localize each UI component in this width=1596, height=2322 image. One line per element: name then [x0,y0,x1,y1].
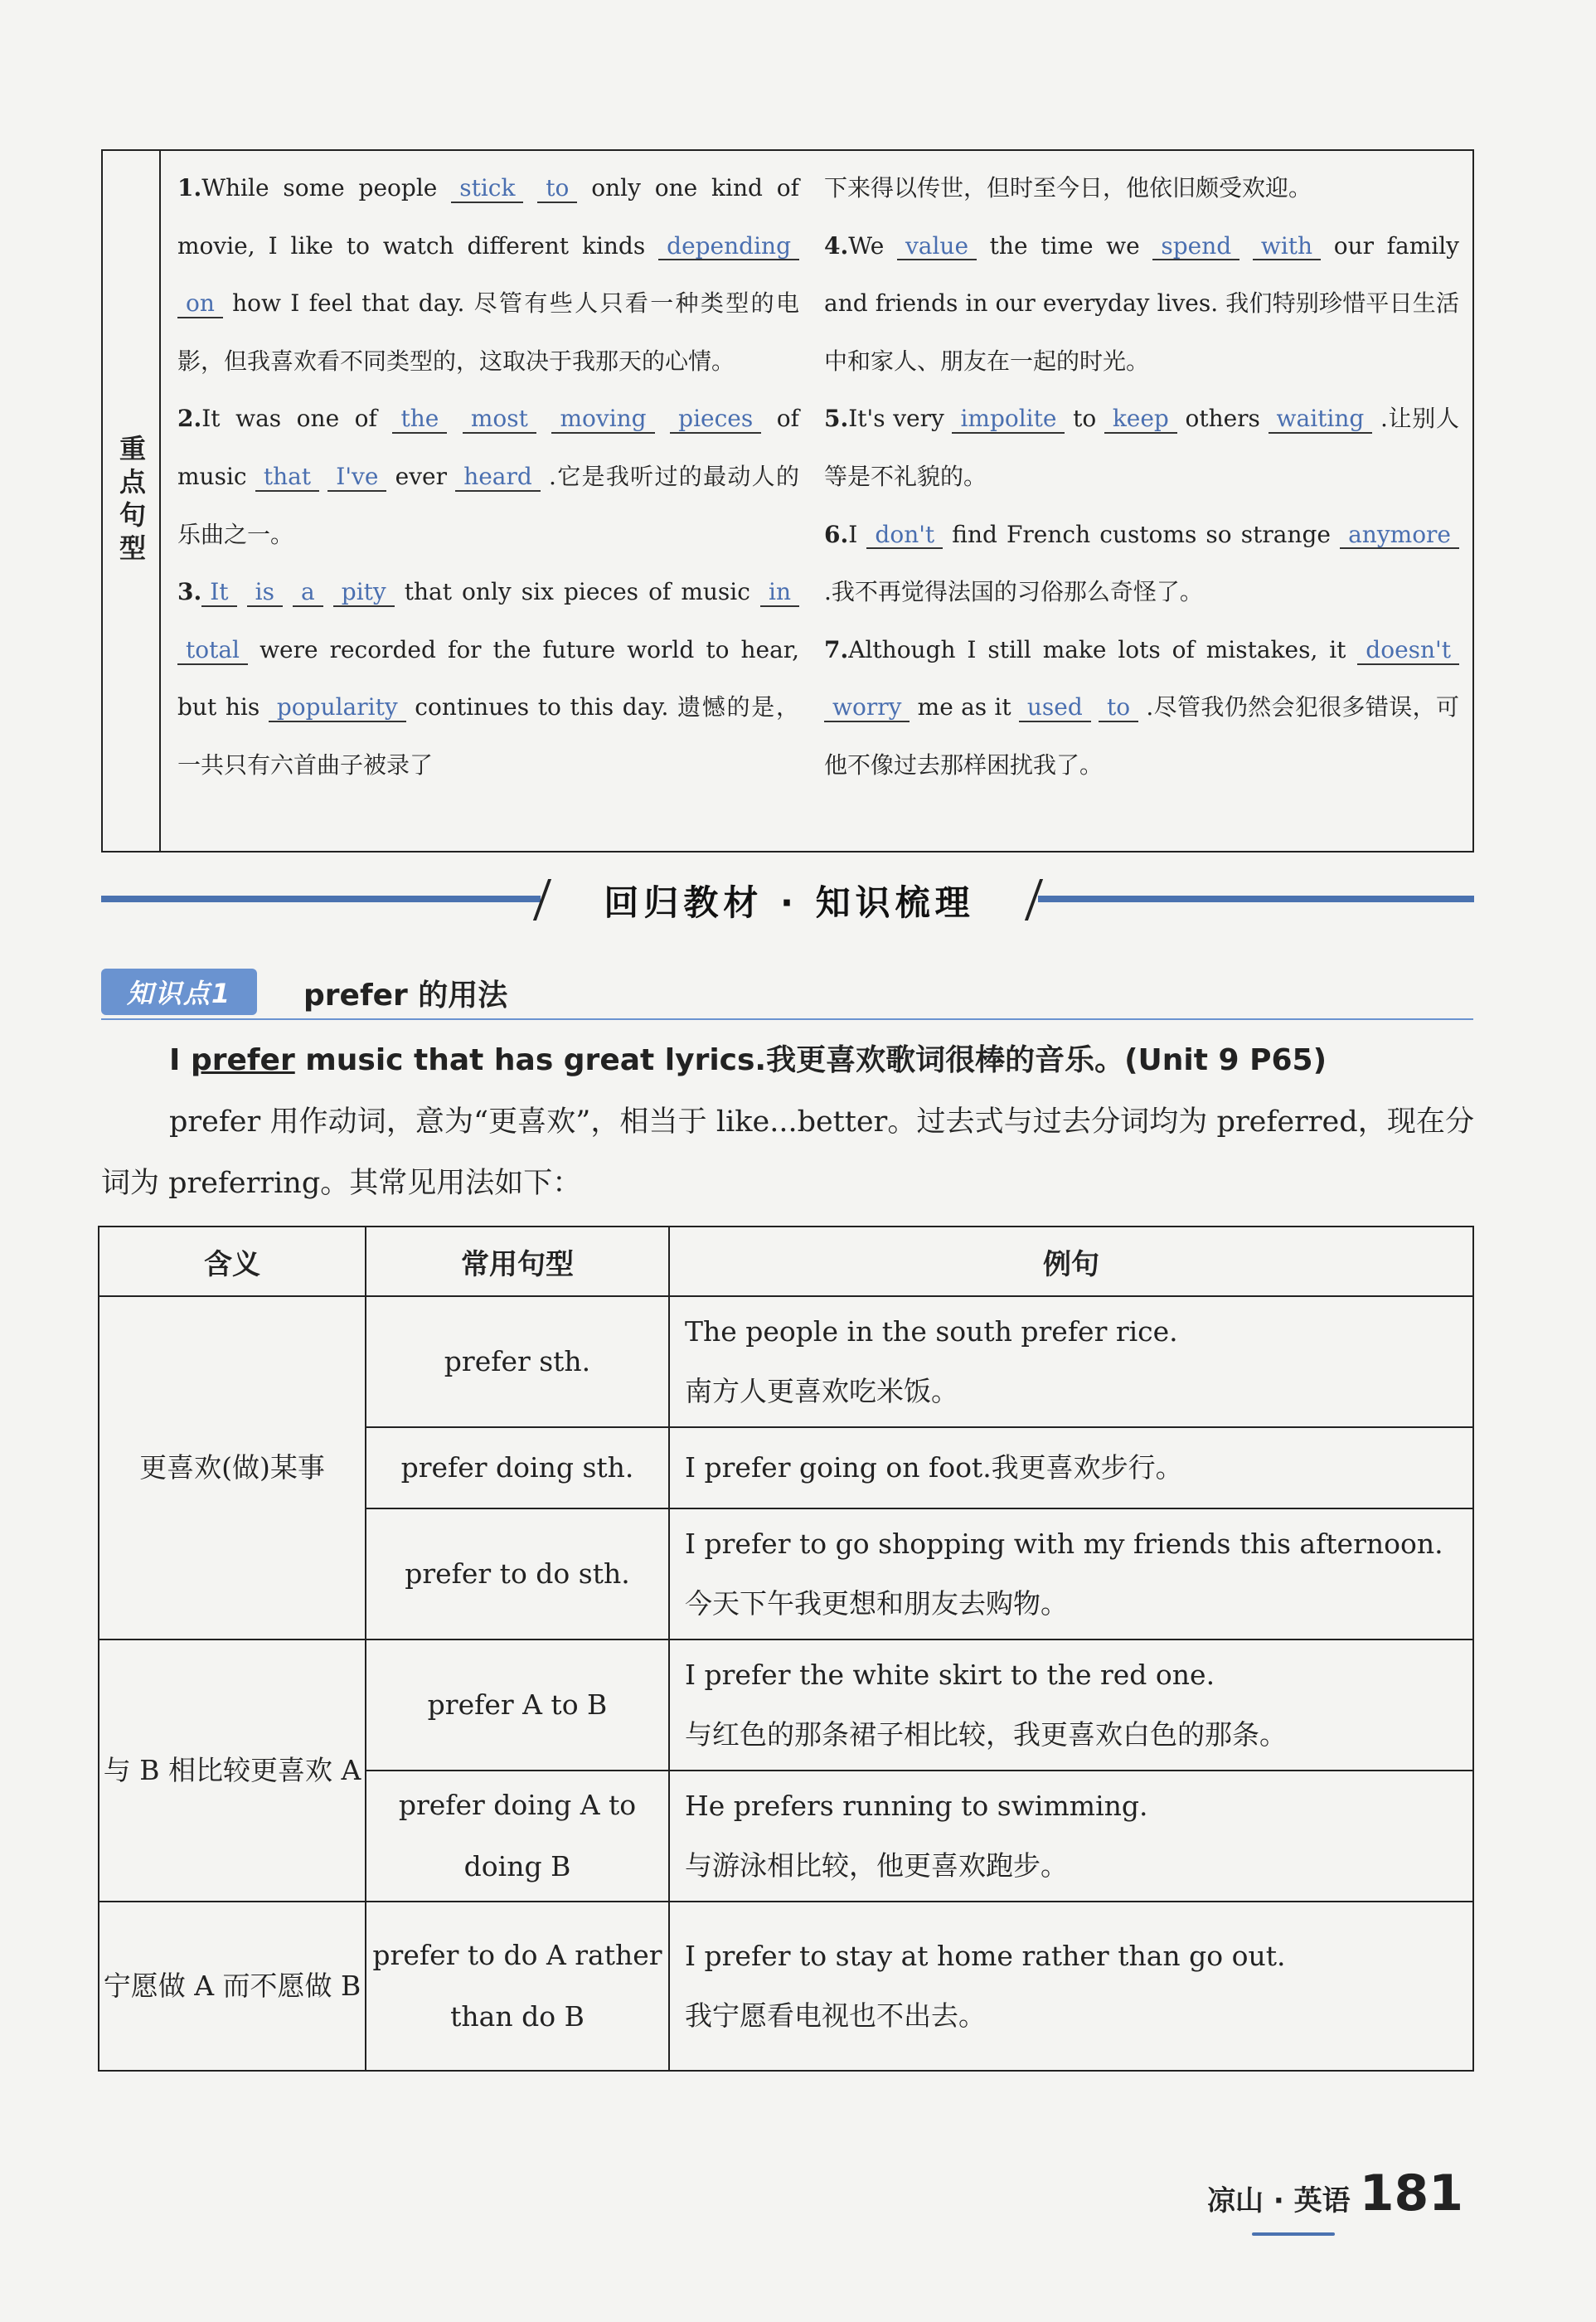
example-cell [669,1296,1473,1427]
answer-blank: depending [658,234,799,261]
answer-blank: with [1253,234,1321,261]
footer-accent-line [1252,2232,1335,2236]
answer-blank: to [1099,695,1138,722]
example-english: I prefer the white skirt to the red one. [685,1659,1215,1691]
answer-blank: keep [1104,406,1177,434]
sentence-number: 5. [824,405,849,433]
page-number: 181 [1359,2164,1463,2222]
answer-blank: moving [551,406,654,434]
sentence-number: 3. [177,578,202,606]
answer-blank: I've [327,464,386,492]
key-sentences-right-column [824,159,1459,794]
answer-blank: worry [824,695,910,722]
example-cell [669,1427,1473,1508]
pattern-cell: prefer to do A rather than do B [366,1902,669,2071]
example-pre: I [169,1043,191,1077]
usage-table [98,1226,1474,2072]
answer-blank: the [392,406,447,434]
knowledge-point-badge: 知识点1 [101,969,257,1015]
pattern-cell: prefer A to B [366,1639,669,1771]
example-chinese: 与游泳相比较，他更喜欢跑步。 [685,1849,1068,1882]
example-keyword: prefer [190,1043,295,1077]
example-english: I prefer to go shopping with my friends this afternoon. [685,1528,1443,1560]
example-cell [669,1508,1473,1639]
knowledge-point-title: prefer 的用法 [303,979,508,1013]
knowledge-point-underline [101,1018,1473,1020]
usage-explanation: prefer 用作动词，意为“更喜欢”，相当于 like...better。过去式与过去分词均为 preferred，现在分词为 preferring。其常见用法如下： [101,1105,1474,1200]
table-row [99,1296,1473,1427]
meaning-cell: 更喜欢(做)某事 [99,1296,366,1639]
sentence-item: 3. It is a pity that only six pieces of music in total were recorded for the future world to hear, but his popularity continues to this day. 遗憾的是，一共只有六首曲子被录了 [177,578,799,779]
meaning-cell: 宁愿做 A 而不愿做 B [99,1902,366,2071]
table-row [99,1902,1473,2071]
sentence-number: 4. [824,231,849,260]
example-english: I prefer to stay at home rather than go out. [685,1940,1286,1972]
sentence-number: 1. [177,174,202,202]
answer-blank: that [255,464,319,492]
answer-blank: used [1019,695,1091,722]
answer-blank: stick [451,176,523,203]
meaning-cell: 与 B 相比较更喜欢 A [99,1639,366,1902]
example-chinese: 今天下午我更想和朋友去购物。 [685,1587,1068,1620]
header-pattern: 常用句型 [366,1227,669,1296]
pattern-cell: prefer doing sth. [366,1427,669,1508]
footer-label: 凉山 · 英语 [1207,2184,1351,2218]
section-bar-right [1038,896,1474,902]
sentence-number: 7. [824,635,849,663]
key-sentences-label [103,151,161,851]
answer-blank: pieces [670,406,761,434]
answer-blank: heard [455,464,541,492]
answer-blank: a [293,580,323,607]
pattern-cell: prefer to do sth. [366,1508,669,1639]
example-chinese: 与红色的那条裙子相比较，我更喜欢白色的那条。 [685,1718,1287,1751]
answer-blank: most [463,406,536,434]
example-english: He prefers running to swimming. [685,1790,1148,1822]
example-cell [669,1902,1473,2071]
key-sentences-left-column [177,159,799,794]
sentence-number: 6. [824,520,849,548]
example-english: I prefer going on foot.我更喜欢步行。 [685,1451,1183,1484]
textbook-example-sentence [169,1037,1327,1079]
example-cell [669,1771,1473,1902]
answer-blank: on [177,291,223,318]
answer-blank: impolite [952,406,1065,434]
sentence-item: 4.We value the time we spend with our family and friends in our everyday lives. 我们特别珍惜平日生活中和家人、朋友在一起的时光。 [824,231,1459,375]
sentence-item: 7.Although I still make lots of mistakes, it doesn't worry me as it used to .尽管我仍然会犯很多错误，可他不像过去那样困扰我了。 [824,635,1459,779]
answer-blank: in [760,580,799,607]
section-title: 回归教材 · 知识梳理 [604,882,975,923]
answer-blank: It [201,580,236,607]
answer-blank: waiting [1269,406,1373,434]
key-sentences-box [101,149,1474,853]
example-chinese: 我宁愿看电视也不出去。 [685,1999,986,2032]
sentence-item: 5.It's very impolite to keep others waiting .让别人等是不礼貌的。 [824,405,1459,490]
answer-blank: popularity [269,695,406,722]
example-chinese: 南方人更喜欢吃米饭。 [685,1375,958,1407]
pattern-cell: prefer doing A to doing B [366,1771,669,1902]
answer-blank: doesn't [1357,638,1459,665]
answer-blank: value [897,234,977,261]
example-cell [669,1639,1473,1771]
sentence-item: 2.It was one of the most moving pieces of music that I've ever heard .它是我听过的最动人的乐曲之一。 [177,405,800,548]
sentence-item: 6.I don't find French customs so strange anymore .我不再觉得法国的习俗那么奇怪了。 [824,506,1459,621]
section-bar-left [101,896,541,902]
example-english: The people in the south prefer rice. [685,1315,1178,1348]
page-footer [1207,2164,1463,2222]
answer-blank: to [537,176,577,203]
table-row [99,1639,1473,1771]
example-post: music that has great lyrics.我更喜欢歌词很棒的音乐。(Unit 9 P65) [294,1043,1327,1077]
sentence-item: 下来得以传世，但时至今日，他依旧颇受欢迎。 [824,174,1312,202]
answer-blank: total [177,638,248,665]
table-header-row [99,1227,1473,1296]
answer-blank: don't [866,522,943,550]
header-meaning: 含义 [99,1227,366,1296]
answer-blank: spend [1152,234,1239,261]
header-example: 例句 [669,1227,1473,1296]
answer-blank: pity [333,580,395,607]
sentence-number: 2. [177,405,202,433]
key-sentences-label-text: 重点句型 [115,435,147,567]
pattern-cell: prefer sth. [366,1296,669,1427]
answer-blank: anymore [1340,522,1459,550]
sentence-item: 1.While some people stick to only one kind of movie, I like to watch different kinds depending on how I feel that day. 尽管有些人只看一种类型的电影，但我喜欢看不同类型的，这取决于我那天的心情。 [177,174,799,375]
answer-blank: is [247,580,283,607]
